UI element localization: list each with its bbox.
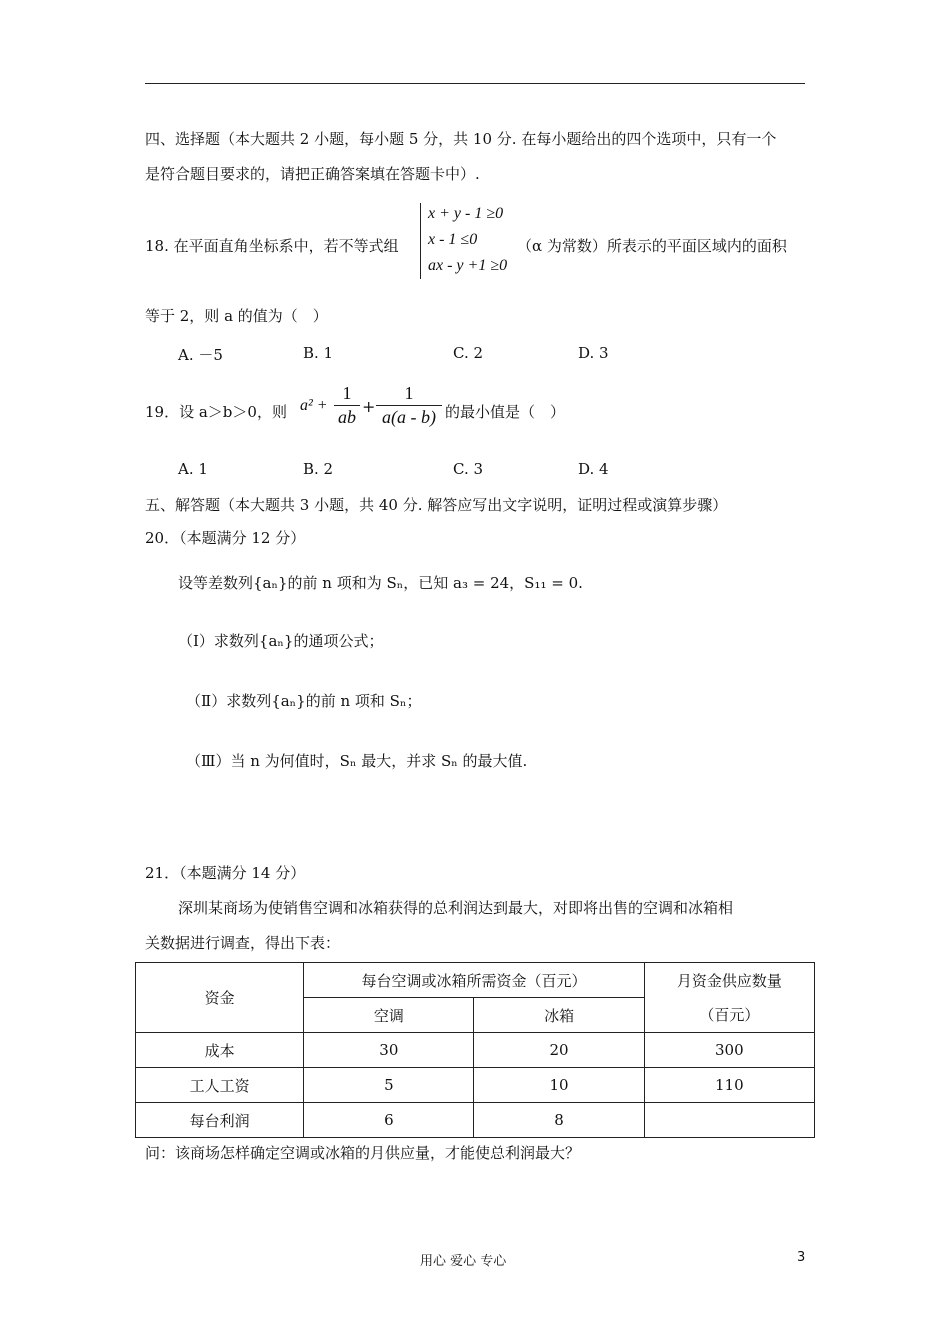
q18-ineq-2: x - 1 ≤0	[428, 231, 478, 248]
row-label: 成本	[136, 1033, 304, 1068]
resource-table	[135, 962, 815, 1138]
row-supply	[644, 1103, 814, 1138]
q19-prefix: 19．设 a＞b＞0，则	[145, 403, 287, 421]
q21-line1: 深圳某商场为使销售空调和冰箱获得的总利润达到最大，对即将出售的空调和冰箱相	[178, 899, 734, 917]
table-row	[136, 1103, 815, 1138]
q18-option-d: D. 3	[578, 344, 609, 362]
q18-suffix: （α 为常数）所表示的平面区域内的面积	[517, 237, 787, 255]
header-ac: 空调	[304, 998, 474, 1033]
table-row	[136, 1033, 815, 1068]
brace-icon	[420, 203, 427, 279]
q21-header: 21．（本题满分 14 分）	[145, 864, 306, 882]
header-fund: 资金	[136, 963, 304, 1033]
q19-option-a: A. 1	[178, 460, 208, 478]
row-supply: 110	[644, 1068, 814, 1103]
footer-motto: 用心 爱心 专心	[420, 1254, 507, 1269]
q18-ineq-3: ax - y +1 ≥0	[428, 257, 508, 274]
q18-line2: 等于 2，则 a 的值为（ ）	[145, 307, 328, 325]
q20-part2: （Ⅱ）求数列{aₙ}的前 n 项和 Sₙ；	[186, 692, 422, 710]
q21-line2: 关数据进行调查，得出下表：	[145, 934, 341, 952]
q18-inequality-system	[420, 203, 520, 283]
row-fridge: 8	[474, 1103, 644, 1138]
q19-frac2-den: a(a - b)	[382, 407, 436, 427]
row-fridge: 10	[474, 1068, 644, 1103]
row-label: 工人工资	[136, 1068, 304, 1103]
q19-suffix: 的最小值是（ ）	[445, 403, 566, 421]
q21-question: 问：该商场怎样确定空调或冰箱的月供应量，才能使总利润最大？	[145, 1144, 581, 1162]
q19-frac2-num: 1	[404, 383, 414, 403]
header-fridge: 冰箱	[474, 998, 644, 1033]
section4-line1: 四、选择题（本大题共 2 小题，每小题 5 分，共 10 分. 在每小题给出的四个选项中，只有一个	[145, 130, 777, 148]
q19-a-squared: a² +	[300, 397, 328, 414]
header-supply	[644, 963, 814, 1033]
q19-fraction-1	[334, 383, 360, 428]
row-fridge: 20	[474, 1033, 644, 1068]
q20-header: 20．（本题满分 12 分）	[145, 529, 306, 547]
q19-plus: +	[362, 397, 376, 416]
section4-line2: 是符合题目要求的，请把正确答案填在答题卡中）.	[145, 165, 480, 183]
table-row	[136, 1068, 815, 1103]
row-ac: 30	[304, 1033, 474, 1068]
row-label: 每台利润	[136, 1103, 304, 1138]
q19-fraction-2	[376, 383, 442, 428]
q19-option-b: B. 2	[303, 460, 334, 478]
header-supply-line2: （百元）	[699, 1005, 760, 1024]
q18-ineq-1: x + y - 1 ≥0	[428, 205, 504, 222]
q20-part1: （Ⅰ）求数列{aₙ}的通项公式；	[178, 632, 384, 650]
header-group: 每台空调或冰箱所需资金（百元）	[304, 963, 644, 998]
table-header-row	[136, 963, 815, 998]
q18-option-b: B. 1	[303, 344, 334, 362]
fraction-bar	[376, 405, 442, 406]
q20-part3: （Ⅲ）当 n 为何值时，Sₙ 最大，并求 Sₙ 的最大值.	[186, 752, 528, 770]
q20-stem: 设等差数列{aₙ}的前 n 项和为 Sₙ，已知 a₃ = 24，S₁₁ = 0.	[178, 574, 583, 592]
section5-line: 五、解答题（本大题共 3 小题，共 40 分. 解答应写出文字说明，证明过程或演算步骤）	[145, 496, 728, 514]
q19-option-c: C. 3	[453, 460, 484, 478]
q19-frac1-num: 1	[342, 383, 352, 403]
q18-option-c: C. 2	[453, 344, 484, 362]
q18-prefix: 18. 在平面直角坐标系中，若不等式组	[145, 237, 399, 255]
page-number: 3	[797, 1250, 806, 1265]
q19-frac1-den: ab	[338, 407, 356, 427]
fraction-bar	[334, 405, 360, 406]
header-supply-line1: 月资金供应数量	[676, 971, 782, 990]
row-ac: 6	[304, 1103, 474, 1138]
row-supply: 300	[644, 1033, 814, 1068]
q18-option-a: A. －5	[178, 346, 223, 364]
q19-option-d: D. 4	[578, 460, 609, 478]
header-rule	[145, 83, 805, 84]
row-ac: 5	[304, 1068, 474, 1103]
